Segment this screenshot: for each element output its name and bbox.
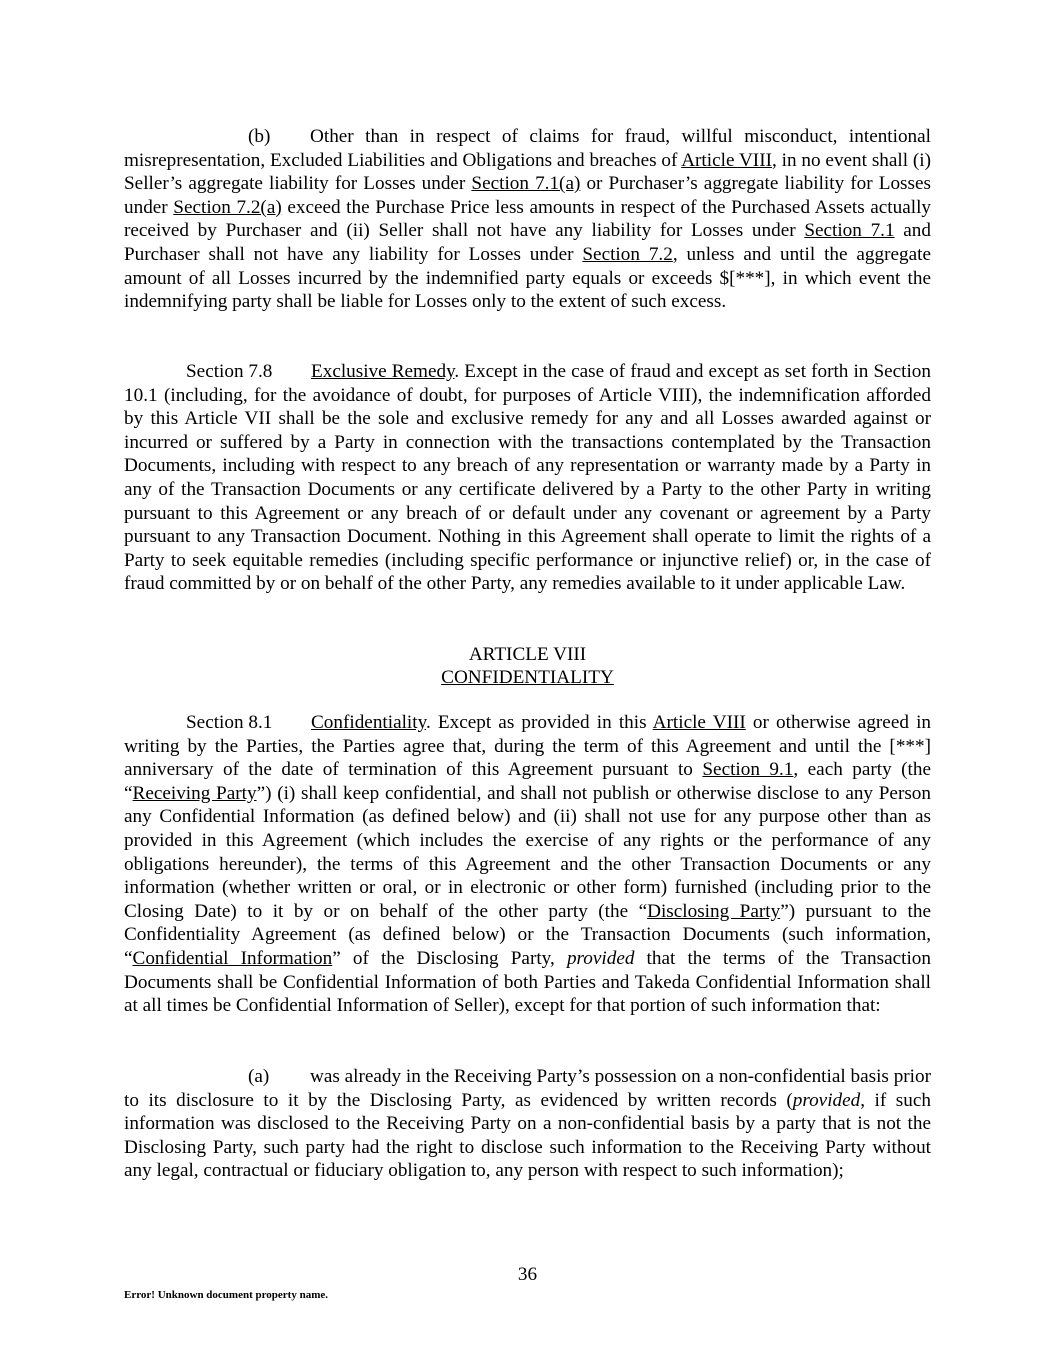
text-run: ”) pursuant to the Confidentiality Agreement (as defined below) or the Transaction Documents (such information, “	[124, 900, 931, 969]
text-run: Other than in respect of claims for fraud, willful misconduct, intentional misrepresentation, Excluded Liabilities and Obligations and breaches of	[124, 126, 931, 171]
article-title-text: CONFIDENTIALITY	[441, 667, 614, 688]
italic-term: provided	[566, 947, 635, 969]
text-run: , each party (the “	[124, 759, 931, 804]
cross-reference: Article VIII	[681, 149, 772, 171]
text-run: , unless and until the aggregate amount of all Losses incurred by the indemnified party equals or exceeds $[***], in which event the indemnifying party shall be liable for Losses only to the extent of such excess.	[124, 243, 931, 313]
section-7-8-paragraph	[124, 360, 931, 596]
defined-term: Disclosing Party	[647, 900, 781, 922]
text-run: or otherwise agreed in writing by the Parties, the Parties agree that, during the term of this Agreement and until the [***] anniversary of the date of termination of this Agreement pursuant to	[124, 712, 931, 781]
section-number: Section 8.1	[186, 712, 273, 733]
text-run: , if such information was disclosed to the Receiving Party on a non-confidential basis by a party that is not the Disclosing Party, such party had the right to disclose such information to the Receiving Party without any legal, contractual or fiduciary obligation to, any person with respect to such information);	[124, 1089, 931, 1182]
cross-reference: Section 7.2(a)	[173, 196, 282, 218]
cross-reference: Section 9.1	[702, 759, 794, 781]
text-run: ”) (i) shall keep confidential, and shall not publish or otherwise disclose to any Person any Confidential Information (as defined below) and (ii) shall not use for any purpose other than as provided in this Agreement (which includes the exercise of any rights or the performance of any obligations hereunder), the terms of this Agreement and the other Transaction Documents or any information (whether written or oral, or in electronic or other form) furnished (including prior to the Closing Date) to it by or on behalf of the other party (the “	[124, 782, 931, 922]
text-run: ” of the Disclosing Party,	[332, 947, 567, 969]
clause-label: (b)	[248, 126, 271, 147]
paragraph-7-7-b	[124, 125, 931, 314]
text-run: or Purchaser’s aggregate liability for Losses under	[124, 173, 931, 218]
section-number: Section 7.8	[186, 361, 273, 382]
text-run: was already in the Receiving Party’s possession on a non-confidential basis prior to its disclosure to it by the Disclosing Party, as evidenced by written records (	[124, 1066, 931, 1111]
cross-reference: Section 7.1(a)	[471, 173, 581, 195]
text-run: that the terms of the Transaction Documents shall be Confidential Information of both Parties and Takeda Confidential Information shall at all times be Confidential Information of Seller), except for that portion of such information that:	[124, 947, 931, 1017]
section-title: Confidentiality	[311, 712, 426, 733]
section-title: Exclusive Remedy	[311, 361, 455, 382]
cross-reference: Section 7.1	[804, 220, 895, 242]
clause-label: (a)	[248, 1066, 270, 1087]
cross-reference: Article VIII	[652, 712, 746, 733]
text-run: . Except as provided in this	[425, 712, 653, 733]
footer-text: Error! Unknown document property name.	[124, 1289, 329, 1301]
defined-term: Receiving Party	[132, 782, 257, 804]
text-run: , in no event shall (i) Seller’s aggregate liability for Losses under	[124, 149, 932, 195]
paragraph-8-1-a	[124, 1065, 931, 1183]
page-number: 36	[517, 1264, 538, 1285]
italic-term: provided	[792, 1089, 861, 1111]
text-run: and Purchaser shall not have any liability for Losses under	[124, 220, 931, 265]
article-number: ARTICLE VIII	[468, 644, 587, 665]
article-title	[124, 666, 931, 690]
defined-term: Confidential Information	[132, 947, 333, 969]
text-run: exceed the Purchase Price less amounts in respect of the Purchased Assets actually received by Purchaser and (ii) Seller shall not have any liability for Losses under	[124, 196, 932, 242]
cross-reference: Section 7.2	[582, 243, 673, 265]
text-run: . Except in the case of fraud and except as set forth in Section 10.1 (including, for the avoidance of doubt, for purposes of Article VIII), the indemnification afforded by this Article VII shall be the sole and exclusive remedy for any and all Losses awarded against or incurred or suffered by a Party in connection with the transactions contemplated by the Transaction Documents, including with respect to any breach of any representation or warranty made by a Party in any of the Transaction Documents or any certificate delivered by a Party to the other Party in writing pursuant to this Agreement or any breach of or default under any covenant or agreement by a Party pursuant to any Transaction Document. Nothing in this Agreement shall operate to limit the rights of a Party to seek equitable remedies (including specific performance or injunctive relief) or, in the case of fraud committed by or on behalf of the other Party, any remedies available to it under applicable Law.	[124, 361, 931, 595]
section-8-1-paragraph	[124, 711, 931, 1018]
